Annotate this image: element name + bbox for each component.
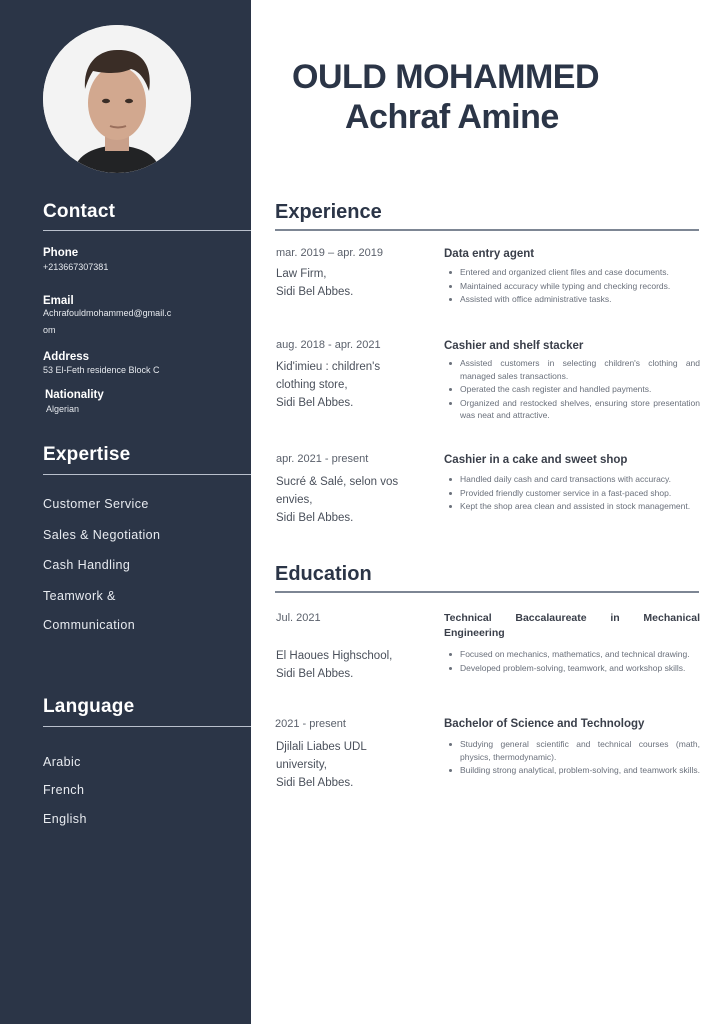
phone-value: +213667307381 [43,262,109,272]
expertise-divider [43,474,251,475]
address-value: 53 El-Feth residence Block C [43,365,160,375]
address-label: Address [43,351,90,363]
entry-title: Technical Baccalaureate in Mechanical Engineering [444,612,700,639]
language-item: English [43,812,87,826]
bullet-item: Assisted with office administrative tasks. [448,293,700,306]
entry-place: Sucré & Salé, selon vos envies, Sidi Bel Abbes. [276,476,399,524]
education-divider [275,591,699,593]
education-heading: Education [275,563,372,585]
first-names: Achraf Amine [345,98,559,136]
contact-heading: Contact [43,201,116,222]
language-item: Arabic [43,755,81,769]
expertise-item: Customer Service [43,497,149,511]
bullet-item: Developed problem-solving, teamwork, and workshop skills. [448,662,700,675]
bullet-item: Entered and organized client files and case documents. [448,266,700,279]
bullet-item: Studying general scientific and technical courses (math, physics, thermodynamic). [448,738,700,763]
entry-bullets [448,357,700,423]
bullet-item: Focused on mechanics, mathematics, and technical drawing. [448,648,700,661]
bullet-item: Organized and restocked shelves, ensuring store presentation was neat and attractive. [448,397,700,422]
entry-date: apr. 2021 - present [276,453,369,465]
email-value: Achrafouldmohammed@gmail.com [43,308,172,335]
expertise-item: Communication [43,618,136,632]
bullet-item: Operated the cash register and handled payments. [448,383,700,396]
email-label: Email [43,295,74,307]
entry-date: 2021 - present [275,718,346,730]
bullet-item: Kept the shop area clean and assisted in stock management. [448,500,700,513]
language-heading: Language [43,696,135,717]
bullet-item: Maintained accuracy while typing and checking records. [448,280,700,293]
entry-bullets [448,473,700,514]
bullet-item: Handled daily cash and card transactions with accuracy. [448,473,700,486]
nationality-label: Nationality [45,389,104,401]
language-item: French [43,783,85,797]
entry-bullets [448,648,700,675]
expertise-item: Sales & Negotiation [43,528,161,542]
experience-divider [275,229,699,231]
expertise-item: Cash Handling [43,558,131,572]
language-divider [43,726,251,727]
entry-date: Jul. 2021 [276,612,321,624]
contact-divider [43,230,251,231]
entry-place: El Haoues Highschool, Sidi Bel Abbes. [276,650,393,680]
entry-place: Law Firm, Sidi Bel Abbes. [276,268,354,298]
entry-bullets [448,266,700,307]
entry-title: Bachelor of Science and Technology [444,718,645,730]
entry-place: Djilali Liabes UDL university, Sidi Bel Abbes. [276,741,367,789]
entry-date: mar. 2019 – apr. 2019 [276,247,384,259]
entry-place: Kid'imieu : children's clothing store, Sidi Bel Abbes. [276,361,381,409]
avatar [43,25,191,173]
bullet-item: Building strong analytical, problem-solving, and teamwork skills. [448,764,700,777]
entry-title: Cashier and shelf stacker [444,340,584,352]
profile-photo [43,25,191,173]
last-name: OULD MOHAMMED [292,58,600,96]
bullet-item: Provided friendly customer service in a fast-paced shop. [448,487,700,500]
phone-label: Phone [43,247,79,259]
entry-title: Data entry agent [444,248,535,260]
entry-bullets [448,738,700,778]
expertise-item: Teamwork & [43,589,116,603]
experience-heading: Experience [275,201,382,223]
entry-date: aug. 2018 - apr. 2021 [276,339,381,351]
entry-title: Cashier in a cake and sweet shop [444,454,628,466]
bullet-item: Assisted customers in selecting children's clothing and managed sales transactions. [448,357,700,382]
sidebar [0,0,251,1024]
expertise-heading: Expertise [43,444,131,465]
nationality-value: Algerian [46,404,80,414]
